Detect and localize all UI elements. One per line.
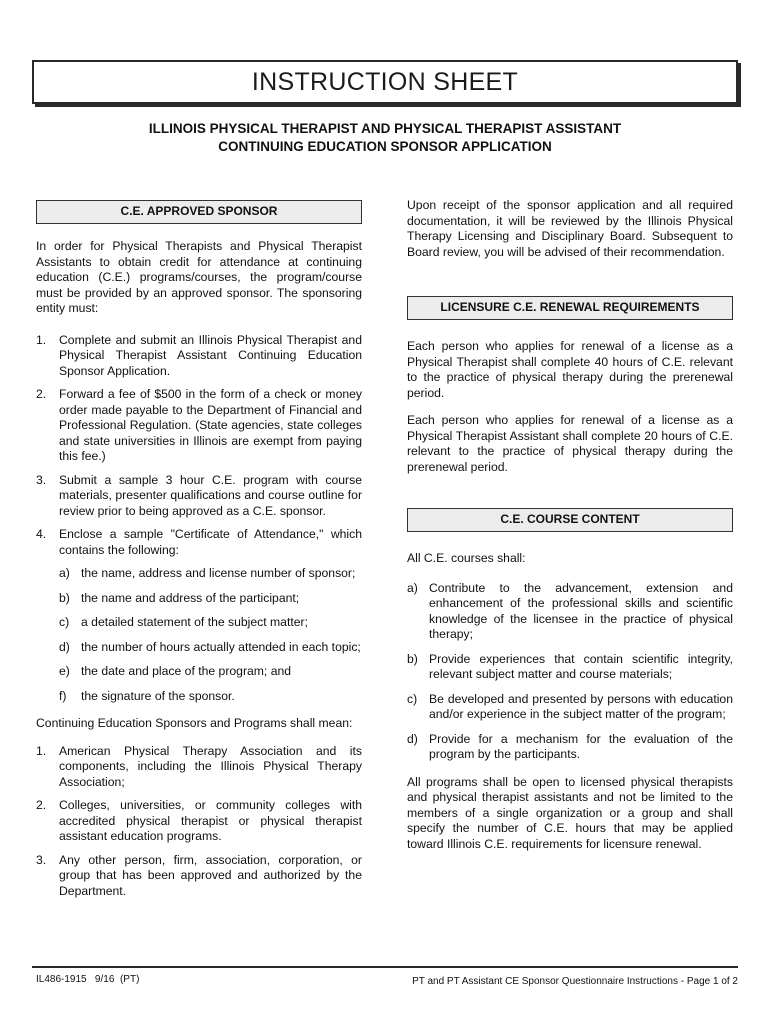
course-content-label: b) (407, 651, 418, 666)
renewal-requirements-heading-label: LICENSURE C.E. RENEWAL REQUIREMENTS (440, 300, 700, 315)
course-content-item (407, 732, 733, 763)
certificate-item-label: d) (59, 639, 70, 654)
step-number: 1. (36, 332, 47, 347)
left-column (36, 200, 362, 899)
sponsor-type-number: 1. (36, 743, 47, 758)
step-item (36, 333, 362, 380)
certificate-item-text: the name and address of the participant; (81, 590, 300, 605)
sponsor-intro: In order for Physical Therapists and Physical Therapist Assistants to obtain credit for attendance at continuing education (C.E.) programs/courses, the program/course must be provided by an approved sponsor. The sponsoring entity must: (36, 239, 362, 315)
certificate-item (59, 689, 362, 705)
certificate-item (59, 591, 362, 607)
certificate-item-text: the number of hours actually attended in each topic; (81, 639, 361, 654)
subtitle-line-1: ILLINOIS PHYSICAL THERAPIST AND PHYSICAL THERAPIST ASSISTANT (148, 121, 622, 136)
sponsor-type-item (36, 798, 362, 845)
sponsor-type-number: 3. (36, 852, 47, 867)
page-info: PT and PT Assistant CE Sponsor Questionnaire Instructions - Page 1 of 2 (412, 976, 738, 987)
course-content-heading-label: C.E. COURSE CONTENT (500, 512, 640, 527)
certificate-item-label: a) (59, 566, 70, 580)
form-id: IL486-1915 9/16 (PT) (36, 974, 140, 985)
subtitle-line-2: CONTINUING EDUCATION SPONSOR APPLICATION (218, 139, 552, 154)
certificate-item-text: the name, address and license number of sponsor; (81, 566, 356, 580)
document-subtitle (40, 120, 730, 156)
course-content-item (407, 652, 733, 683)
course-content-text: Be developed and presented by persons with education and/or experience in the subject matter of the program; (429, 691, 733, 721)
footer-divider (32, 966, 738, 968)
approved-sponsor-heading-label: C.E. APPROVED SPONSOR (120, 204, 278, 219)
certificate-item-label: b) (59, 590, 70, 605)
course-content-item (407, 581, 733, 643)
step-text: Complete and submit an Illinois Physical Therapist and Physical Therapist Assistant Continuing Education Sponsor Application. (59, 332, 362, 378)
certificate-item-text: the signature of the sponsor. (81, 688, 235, 703)
certificate-item (59, 640, 362, 656)
course-content-text: Contribute to the advancement, extension and enhancement of the professional skills and scientific knowledge of the licensee in the practice of physical therapy; (429, 580, 733, 641)
course-content-heading (407, 508, 733, 532)
sponsor-type-text: Any other person, firm, association, corporation, or group that has been approved and authorized by the Department. (59, 852, 362, 898)
approved-sponsor-heading (36, 200, 362, 224)
pt-renewal-paragraph: Each person who applies for renewal of a license as a Physical Therapist shall complete 40 hours of C.E. relevant to the practice of physical therapy during the prerenewal period. (407, 339, 733, 400)
step-item (36, 473, 362, 520)
certificate-item-label: f) (59, 688, 67, 703)
certificate-item-text: the date and place of the program; and (81, 664, 292, 678)
sponsor-type-number: 2. (36, 798, 47, 812)
step-text: Enclose a sample "Certificate of Attendance," which contains the following: (59, 527, 362, 557)
certificate-item-text: a detailed statement of the subject matter; (81, 615, 308, 629)
step-text: Forward a fee of $500 in the form of a check or money order made payable to the Department of Financial and Professional Regulation. (State agencies, state colleges and state universities in Illinois are exempt from paying this fee.) (59, 387, 362, 463)
certificate-item-label: c) (59, 615, 70, 629)
receipt-paragraph: Upon receipt of the sponsor application and all required documentation, it will be reviewed by the Illinois Physical Therapy Licensing and Disciplinary Board. Subsequent to Board review, you will be advised of their recommendation. (407, 198, 733, 259)
course-content-label: a) (407, 580, 418, 595)
sponsor-type-item (36, 744, 362, 791)
certificate-item (59, 615, 362, 631)
step-item (36, 387, 362, 465)
step-item (36, 527, 362, 558)
sponsor-type-text: Colleges, universities, or community colleges with accredited physical therapist or physical therapist assistant education programs. (59, 798, 362, 843)
certificate-item (59, 566, 362, 582)
sponsor-type-item (36, 853, 362, 900)
step-number: 3. (36, 472, 47, 487)
step-text: Submit a sample 3 hour C.E. program with course materials, presenter qualifications and course outline for review prior to being approved as a C.E. sponsor. (59, 472, 362, 518)
renewal-requirements-heading (407, 296, 733, 320)
closing-paragraph: All programs shall be open to licensed physical therapists and physical therapist assistants and not be limited to the members of a single organization or a group and shall specify the number of C.E. hours that may be applied toward Illinois C.E. requirements for licensure renewal. (407, 774, 733, 851)
pta-renewal-paragraph: Each person who applies for renewal of a license as a Physical Therapist Assistant shall complete 20 hours of C.E. relevant to the practice of physical therapy during the prerenewal period. (407, 413, 733, 474)
certificate-item (59, 664, 362, 680)
sponsors-intro: Continuing Education Sponsors and Programs shall mean: (36, 716, 353, 730)
course-content-text: Provide experiences that contain scientific integrity, relevant subject matter and course materials; (429, 651, 733, 681)
right-column (407, 198, 733, 852)
course-content-intro: All C.E. courses shall: (407, 551, 526, 565)
certificate-item-label: e) (59, 664, 70, 678)
step-number: 2. (36, 387, 47, 401)
course-content-label: d) (407, 731, 418, 746)
step-number: 4. (36, 527, 47, 541)
page-title: INSTRUCTION SHEET (251, 67, 519, 96)
course-content-item (407, 692, 733, 723)
course-content-text: Provide for a mechanism for the evaluation of the program by the participants. (429, 731, 733, 761)
course-content-label: c) (407, 691, 418, 706)
sponsor-type-text: American Physical Therapy Association and its components, including the Illinois Physical Therapy Association; (59, 743, 362, 789)
page-title-box (32, 60, 738, 104)
